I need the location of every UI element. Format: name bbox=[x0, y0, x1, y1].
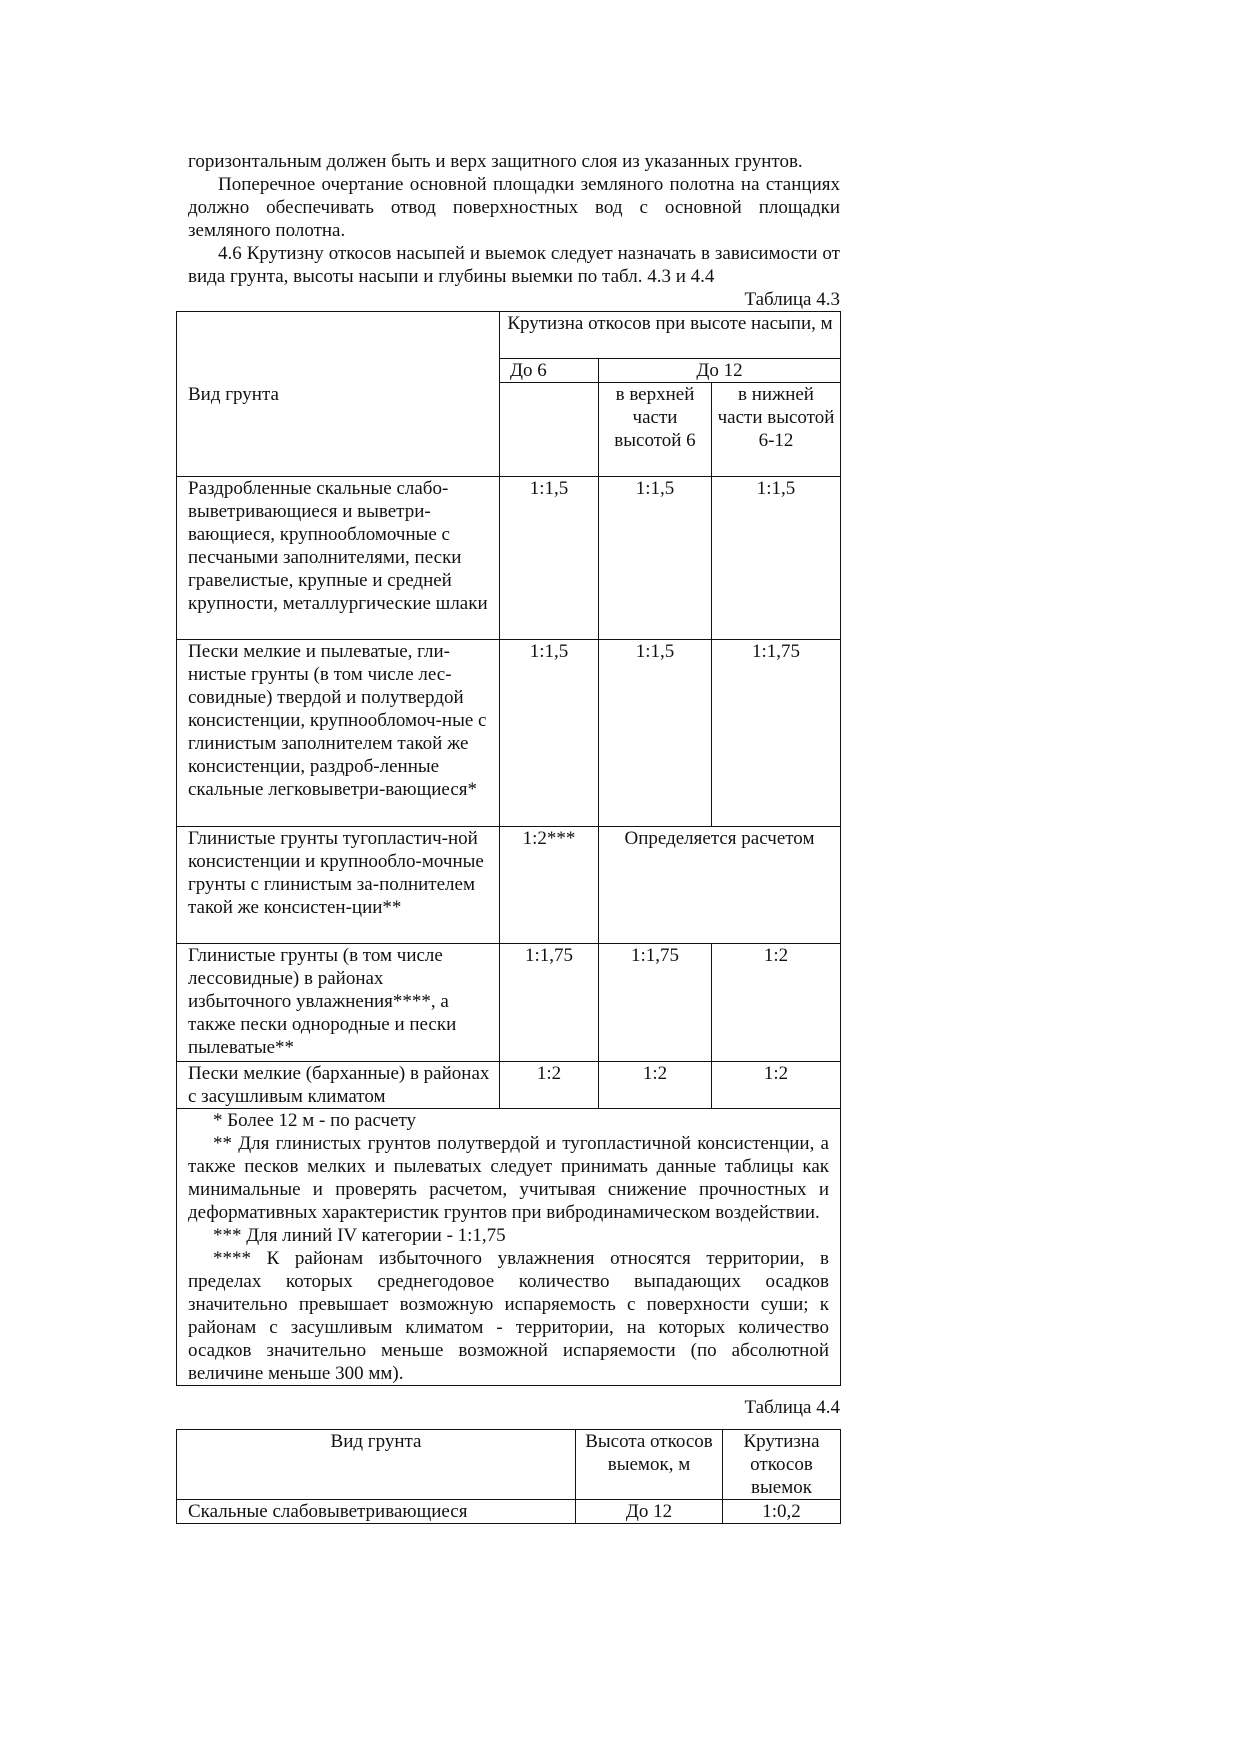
row-5-upper: 1:2 bbox=[599, 1062, 712, 1109]
header-empty bbox=[500, 383, 599, 477]
note-2: ** Для глинистых грунтов полутвердой и тугопластичной консистенции, а также песков мелких и пылеватых следует принимать данные таблицы как минимальные и проверять расчетом, учитывая снижение прочностных и деформативных характеристик грунтов при вибродинамическом воздействии. bbox=[188, 1133, 829, 1223]
row-5-lower: 1:2 bbox=[712, 1062, 841, 1109]
note-1: * Более 12 м - по расчету bbox=[213, 1110, 417, 1131]
row-4-upto6: 1:1,75 bbox=[500, 944, 599, 1062]
table-4-3-caption: Таблица 4.3 bbox=[744, 289, 840, 310]
row-2-upper: 1:1,5 bbox=[599, 640, 712, 827]
row-4-soil: Глинистые грунты (в том числе лессовидные) в районах избыточного увлажнения****, а также пески однородные и пески пылеватые** bbox=[177, 944, 500, 1062]
row-3-soil: Глинистые грунты тугопластич-ной консистенции и крупнообло-мочные грунты с глинистым за-полнителем такой же консистен-ции** bbox=[177, 827, 500, 944]
row-4-upper: 1:1,75 bbox=[599, 944, 712, 1062]
table-4-4 bbox=[176, 1429, 841, 1524]
row-2-soil: Пески мелкие и пылеватые, гли-нистые грунты (в том числе лес-совидные) твердой и полутвердой консистенции, крупнообломоч-ные с глинистым заполнителем такой же консистенции, раздроб-ленные скальные легковыветри-вающиеся* bbox=[177, 640, 500, 827]
row-1-upto6: 1:1,5 bbox=[500, 477, 599, 640]
header-upto-6: До 6 bbox=[500, 359, 599, 383]
table-4-3 bbox=[176, 311, 841, 1386]
paragraph-1: горизонтальным должен быть и верх защитного слоя из указанных грунтов. bbox=[188, 151, 803, 172]
row-2-lower: 1:1,75 bbox=[712, 640, 841, 827]
t44-header-height: Высота откосов выемок, м bbox=[576, 1430, 723, 1500]
row-1-upper: 1:1,5 bbox=[599, 477, 712, 640]
t44-row-1-height: До 12 bbox=[576, 1500, 723, 1524]
header-lower-part: в нижней части высотой 6-12 bbox=[712, 383, 841, 477]
row-3-upto6: 1:2*** bbox=[500, 827, 599, 944]
row-4-lower: 1:2 bbox=[712, 944, 841, 1062]
row-5-upto6: 1:2 bbox=[500, 1062, 599, 1109]
paragraph-2: Поперечное очертание основной площадки земляного полотна на станциях должно обеспечивать отвод поверхностных вод с основной площадки земляного полотна. bbox=[188, 174, 840, 241]
header-soil-type: Вид грунта bbox=[177, 312, 500, 477]
row-1-lower: 1:1,5 bbox=[712, 477, 841, 640]
header-slope-group: Крутизна откосов при высоте насыпи, м bbox=[500, 312, 841, 359]
row-3-calculated: Определяется расчетом bbox=[599, 827, 841, 944]
t44-row-1-slope: 1:0,2 bbox=[723, 1500, 841, 1524]
paragraph-3: 4.6 Крутизну откосов насыпей и выемок следует назначать в зависимости от вида грунта, высоты насыпи и глубины выемки по табл. 4.3 и 4.4 bbox=[188, 243, 840, 287]
t44-header-slope: Крутизна откосов выемок bbox=[723, 1430, 841, 1500]
row-1-soil: Раздробленные скальные слабо-выветривающиеся и выветри-вающиеся, крупнообломочные с песчаными заполнителями, пески гравелистые, крупные и средней крупности, металлургические шлаки bbox=[177, 477, 500, 640]
header-upto-12: До 12 bbox=[599, 359, 841, 383]
row-5-soil: Пески мелкие (барханные) в районах с засушливым климатом bbox=[177, 1062, 500, 1109]
header-upper-part: в верхней части высотой 6 bbox=[599, 383, 712, 477]
document-page bbox=[188, 150, 840, 1524]
note-4: **** К районам избыточного увлажнения относятся территории, в пределах которых среднегодовое количество выпадающих осадков значительно превышает возможную испаряемость с поверхности суши; к районам с засушливым климатом - территории, на которых количество осадков значительно меньше возможной испаряемости (по абсолютной величине меньше 300 мм). bbox=[188, 1248, 829, 1384]
table-4-3-notes bbox=[177, 1109, 841, 1386]
t44-row-1-soil: Скальные слабовыветривающиеся bbox=[177, 1500, 576, 1524]
table-4-4-caption: Таблица 4.4 bbox=[744, 1397, 840, 1418]
row-2-upto6: 1:1,5 bbox=[500, 640, 599, 827]
note-3: *** Для линий IV категории - 1:1,75 bbox=[213, 1225, 506, 1246]
t44-header-soil: Вид грунта bbox=[177, 1430, 576, 1500]
